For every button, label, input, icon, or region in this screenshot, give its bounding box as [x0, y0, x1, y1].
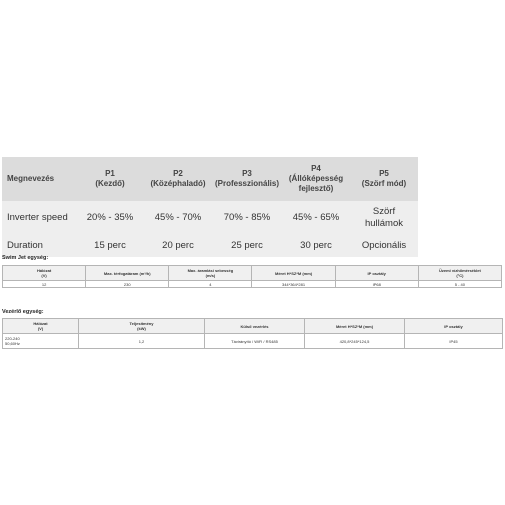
control-unit-table [2, 318, 503, 349]
control-unit-header-row [3, 319, 503, 334]
swim-jet-table [2, 265, 502, 288]
header-p2: P2 (Középhaladó) [144, 157, 212, 201]
header-p5: P5 (Szörf mód) [350, 157, 418, 201]
table-cell: Opcionális [350, 235, 418, 257]
table-cell: 230 [86, 281, 169, 288]
table-cell: 344*364*281 [252, 281, 335, 288]
table-cell: 45% - 65% [282, 201, 350, 235]
table-cell: 20 perc [144, 235, 212, 257]
header-external-control: Külső vezérlés [205, 319, 305, 334]
table-row [3, 281, 502, 288]
table-cell: 25 perc [212, 235, 282, 257]
swim-jet-title: Swim Jet egység: [2, 255, 49, 261]
table-row [2, 235, 418, 257]
program-table [2, 157, 418, 257]
header-flow: Max. térfogatáram (m³/h) [86, 266, 169, 281]
table-cell: 1,2 [79, 334, 205, 349]
table-cell: 220-240 50,60Hz [3, 334, 79, 349]
header-size: Méret H*SZ*M (mm) [305, 319, 405, 334]
table-cell: Távirányító / WiFi / RS485 [205, 334, 305, 349]
header-ip: IP osztály [405, 319, 503, 334]
header-speed: Max. áramlási sebesség (m/s) [169, 266, 252, 281]
control-unit-title: Vezérlő egység: [2, 309, 44, 315]
table-cell: Szörf hullámok [350, 201, 418, 235]
header-p3: P3 (Professzionális) [212, 157, 282, 201]
row-label: Inverter speed [2, 201, 76, 235]
table-cell: 70% - 85% [212, 201, 282, 235]
header-p1: P1 (Kezdő) [76, 157, 144, 201]
table-cell: 12 [3, 281, 86, 288]
header-name: Megnevezés [2, 157, 76, 201]
table-cell: 5 - 40 [418, 281, 501, 288]
table-cell: 45% - 70% [144, 201, 212, 235]
header-power: Teljesítmény (kW) [79, 319, 205, 334]
table-row [3, 334, 503, 349]
header-p4: P4 (Állóképesség fejlesztő) [282, 157, 350, 201]
table-cell: 420,8*245*124,5 [305, 334, 405, 349]
table-cell: IP68 [335, 281, 418, 288]
header-network: Hálózat (V) [3, 319, 79, 334]
program-table-header-row [2, 157, 418, 201]
table-cell: 20% - 35% [76, 201, 144, 235]
table-cell: 4 [169, 281, 252, 288]
header-network: Hálózat (V) [3, 266, 86, 281]
swim-jet-header-row [3, 266, 502, 281]
table-cell: 15 perc [76, 235, 144, 257]
header-size: Méret H*SZ*M (mm) [252, 266, 335, 281]
table-row [2, 201, 418, 235]
table-cell: 30 perc [282, 235, 350, 257]
header-water-temp: Üzemi vízhőmérséklet (°C) [418, 266, 501, 281]
table-cell: IP45 [405, 334, 503, 349]
header-ip: IP osztály [335, 266, 418, 281]
row-label: Duration [2, 235, 76, 257]
